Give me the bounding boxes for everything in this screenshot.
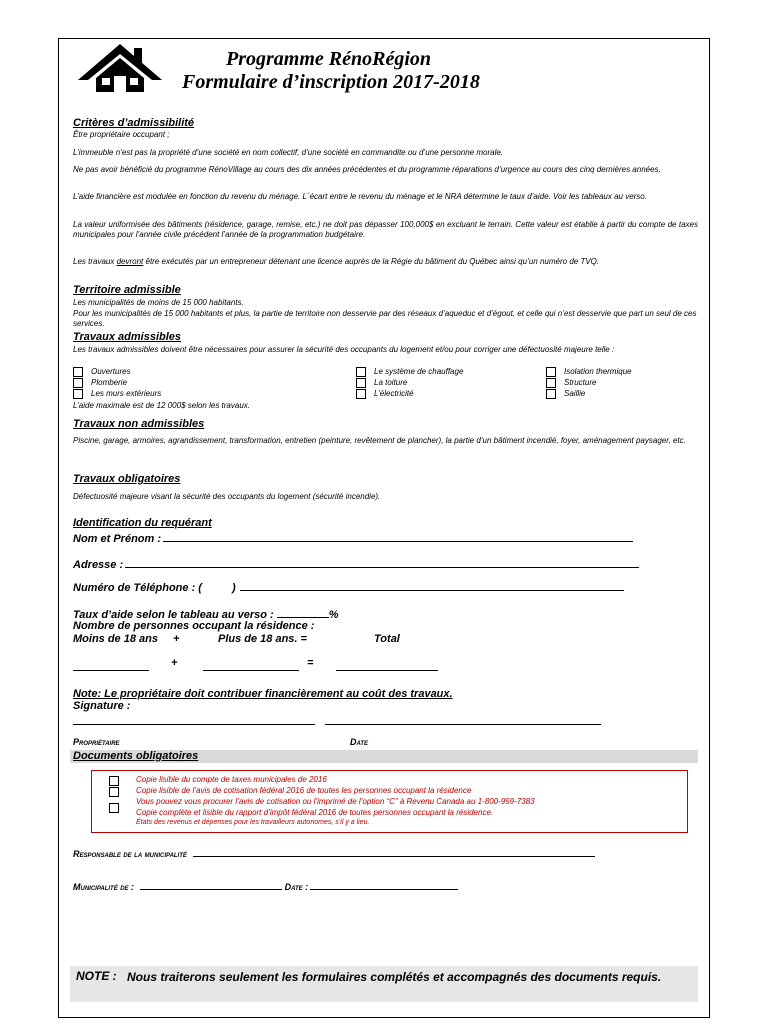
checkbox[interactable] [109,787,119,797]
eligible-col3 [546,366,632,399]
checkbox[interactable] [109,803,119,813]
checkbox[interactable] [356,378,366,388]
criteria-p2: L’immeuble n’est pas la propriété d’une société en nom collectif, d’une société en commandite ou d’une personne morale. [73,148,504,157]
eligible-heading: Travaux admissibles [73,331,182,343]
phone-field[interactable] [240,580,624,591]
total-field[interactable] [336,658,438,676]
under18-label: Moins de 18 ans [73,633,158,645]
address-row: Adresse : [73,557,639,571]
checkbox[interactable] [546,389,556,399]
checkbox[interactable] [73,378,83,388]
mandatory-heading: Travaux obligatoires [73,473,181,485]
owner-signature-line[interactable] [73,724,315,725]
checkbox-row[interactable]: Saillie [546,388,632,399]
equals-sign: = [307,657,314,669]
ineligible-heading: Travaux non admissibles [73,418,205,430]
eligible-col1 [73,366,161,399]
responsible-row: Responsable de la municipalité [73,846,595,859]
checkbox[interactable] [546,367,556,377]
max-aid: L’aide maximale est de 12 000$ selon les travaux. [73,401,250,410]
footer-note-label: NOTE : [76,969,117,983]
territory-p1: Les municipalités de moins de 15 000 habitants. [73,298,244,307]
document-item: États des revenus et dépenses pour les travailleurs autonomes, s’il y a lieu. [136,819,370,826]
checkbox[interactable] [546,378,556,388]
document-item: Copie lisible de l’avis de cotisation fédéral 2016 de toutes les personnes occupant la résidence [136,786,472,795]
criteria-p1: Être propriétaire occupant ; [73,130,170,139]
name-field[interactable] [163,531,633,542]
aid-rate-row: Taux d’aide selon le tableau au verso : % [73,609,339,621]
house-icon [74,42,166,94]
municipal-date-field[interactable] [310,879,458,890]
checkbox[interactable] [73,389,83,399]
over18-label: Plus de 18 ans. = [218,633,307,645]
checkbox[interactable] [109,776,119,786]
checkbox-row[interactable]: L’électricité [356,388,463,399]
checkbox-row[interactable]: Structure [546,377,632,388]
territory-p2: Pour les municipalités de 15 000 habitants et plus, la partie de territoire non desservie par des réseaux d’aqueduc et d’égout, et celle qui n’est desservie que part un seul de ces services. [73,309,697,328]
under18-field[interactable] [73,658,149,676]
territory-heading: Territoire admissible [73,284,181,296]
checkbox-row[interactable]: Isolation thermique [546,366,632,377]
documents-list [136,774,535,828]
criteria-p3: Ne pas avoir bénéficié du programme RénoVillage au cours des dix années précédentes et du programme réparations d’urgence au cours des cinq dernières années. [73,165,661,174]
total-label: Total [374,633,400,645]
responsible-field[interactable] [193,846,595,857]
plus-sign: + [173,633,180,645]
criteria-p6: Les travaux devront être exécutés par un entrepreneur détenant une licence auprès de la Régie du bâtiment du Québec ainsi qu’un numéro de TVQ. [73,257,600,266]
eligible-intro: Les travaux admissibles doivent être nécessaires pour assurer la sécurité des occupants du logement et/ou pour corriger une défectuosité majeure telle : [73,345,615,354]
mandatory-text: Défectuosité majeure visant la sécurité des occupants du logement (sécurité incendie). [73,492,381,501]
checkbox[interactable] [356,367,366,377]
aid-rate-field[interactable] [277,607,329,618]
criteria-heading: Critères d’admissibilité [73,117,195,129]
checkbox[interactable] [73,367,83,377]
checkbox-row[interactable]: Plomberie [73,377,161,388]
occupants-label: Nombre de personnes occupant la résidence : [73,620,315,632]
over18-field[interactable] [203,658,299,676]
municipality-row: Municipalité de : Date : [73,879,458,892]
ineligible-text: Piscine, garage, armoires, agrandissement, transformation, entretien (peinture, revêtement de plancher), la partie d’un bâtiment incendié, foyer, aménagement paysager, etc. [73,436,686,445]
documents-heading: Documents obligatoires [73,750,199,762]
document-item: Copie complète et lisible du rapport d’impôt fédéral 2016 de toutes personnes occupant la résidence. [136,808,494,817]
checkbox-row[interactable]: Le système de chauffage [356,366,463,377]
checkbox-row[interactable]: Ouvertures [73,366,161,377]
checkbox-row[interactable]: Les murs extérieurs [73,388,161,399]
eligible-col2 [356,366,463,399]
plus-sign-2: + [171,657,178,669]
municipality-field[interactable] [140,879,282,890]
phone-row: Numéro de Téléphone : ( ) [73,580,624,594]
title-line2: Formulaire d’inscription 2017-2018 [182,71,480,93]
address-field[interactable] [125,557,639,568]
date-caption: Date [350,737,369,747]
document-item: Vous pouvez vous procurer l’avis de cotisation ou l’imprimé de l’option “C” à Revenu Canada au 1-800-959-7383 [136,797,535,806]
applicant-heading: Identification du requérant [73,517,212,529]
checkbox-row[interactable]: La toiture [356,377,463,388]
checkbox[interactable] [356,389,366,399]
footer-note-text: Nous traiterons seulement les formulaires complétés et accompagnés des documents requis. [127,970,662,984]
criteria-p5: La valeur uniformisée des bâtiments (résidence, garage, remise, etc.) ne doit pas dépasser 100,000$ en excluant le terrain. Cette valeur est établie à partir du compte de taxes municipales pour l’année civile précédent l’année de la programmation budgétaire. [73,220,698,239]
name-row: Nom et Prénom : [73,531,633,545]
title-line1: Programme RénoRégion [226,48,432,70]
owner-note: Note: Le propriétaire doit contribuer financièrement au coût des travaux. [73,688,453,700]
document-item: Copie lisible du compte de taxes municipales de 2016 [136,775,327,784]
criteria-p4: L’aide financière est modulée en fonction du revenu du ménage. L´écart entre le revenu du ménage et le NRA détermine le taux d’aide. Voir les tableaux au verso. [73,192,647,201]
owner-caption: Propriétaire [73,737,120,747]
date-signature-line[interactable] [325,724,601,725]
signature-label: Signature : [73,700,131,712]
